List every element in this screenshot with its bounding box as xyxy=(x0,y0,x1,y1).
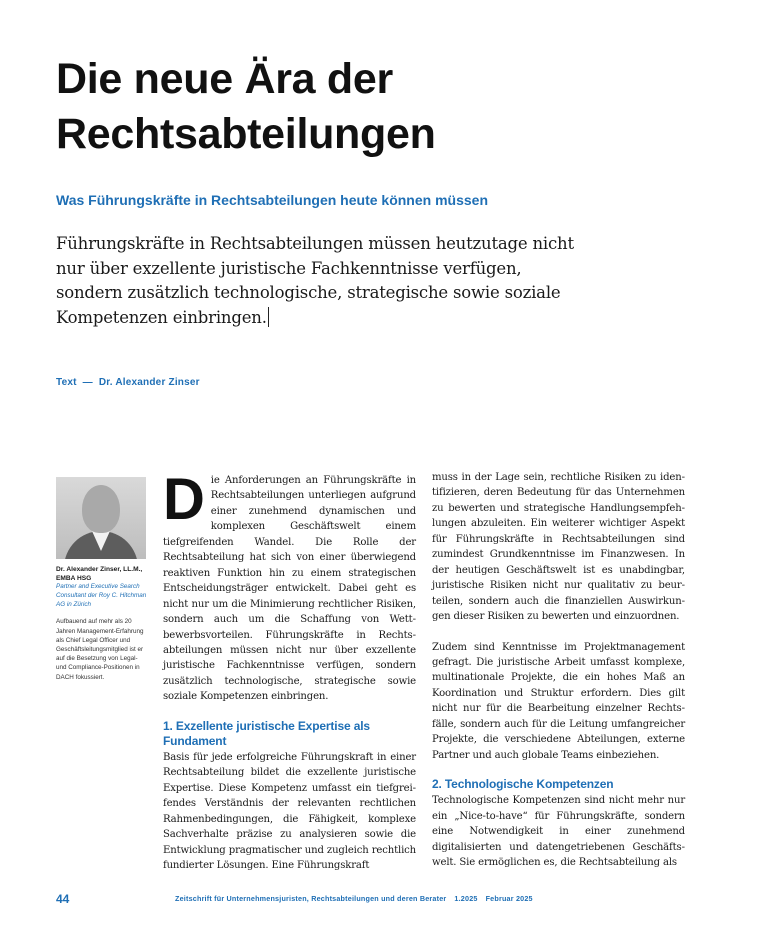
title-line-2: Rechtsabteilungen xyxy=(56,110,436,158)
paragraph: muss in der Lage sein, rechtliche Risiken zu identifizieren, deren Bedeutung für das Unternehmen zu bewerten und strategische Handlungsempfehlungen abzuleiten. Ein weiterer wichtiger Aspekt für Führungskräfte in Rechtsabteilungen sind zumindest Grundkenntnisse im Finanzwesen. In der heutigen Geschäftswelt ist es unabdingbar, juristische Risiken nicht nur qualitativ zu beurteilen, sondern auch die finanziellen Auswirkungen dieser Risiken zu bewerten und einzuordnen. xyxy=(432,472,685,623)
page-footer xyxy=(0,892,768,908)
journal-info xyxy=(175,894,533,903)
title-line-1: Die neue Ära der xyxy=(56,55,393,103)
section-heading-2: 2. Technologische Kompetenzen xyxy=(432,777,614,792)
paragraph-text: ie Anforderungen an Führungskräfte in Rechtsabteilungen unterliegen aufgrund einer zunehmend dynamischen und komplexen Geschäftswelt einem tiefgreifenden Wandel. Die Rolle der Rechtsabteilung hat sich von einer überwiegend reaktiven Funktion hin zu einem strategischen Entscheidungsträger entwickelt. Dabei geht es nicht nur um die Minimierung rechtlicher Risiken, sondern auch um die Schaffung von Wettbewerbsvorteilen. Führungskräfte in Rechtsabteilungen müssen nicht nur über exzellente juristische Fachkenntnisse verfügen, sondern zusätzlich technologische, strategische sowie soziale Kompetenzen einbringen. xyxy=(163,475,416,703)
article-subtitle: Was Führungskräfte in Rechtsabteilungen heute können müssen xyxy=(56,192,488,208)
section-heading-1: 1. Exzellente juristische Expertise als Fundament xyxy=(163,718,370,748)
paragraph xyxy=(163,467,416,705)
author-role: Partner and Executive Search Consultant der Roy C. Hitchman AG in Zürich xyxy=(56,583,147,608)
byline-dash: — xyxy=(82,377,93,388)
paragraph: Zudem sind Kenntnisse im Projektmanagement gefragt. Die juristische Arbeit umfasst komplexe, multinationale Projekte, die ein hohes Maß an Koordination und Struktur erfordern. Dies gilt nicht nur für die Bearbeitung einzelner Rechtsfälle, sondern auch für die Leitung umfangreicher Projekte, die verschiedene Abteilungen, externe Partner und auch globale Teams einbeziehen. xyxy=(432,641,685,761)
drop-cap: D xyxy=(163,467,205,532)
page-number: 44 xyxy=(56,892,70,906)
byline xyxy=(56,377,200,388)
paragraph: Basis für jede erfolgreiche Führungskraft in einer Rechtsabteilung bildet die exzellente juristische Expertise. Diese Kompetenz umfasst ein tiefgreifendes Verständnis der relevanten rechtlichen Rahmenbedingungen, die Fähigkeit, komplexe Sachverhalte präzise zu analysieren sowie die Entwicklung pragmatischer und zugleich rechtlich fundierter Lösungen. Eine Führungskraft xyxy=(163,751,416,871)
author-box xyxy=(56,477,148,682)
body-column-1 xyxy=(163,467,416,873)
lead-paragraph[interactable] xyxy=(56,232,586,330)
author-photo xyxy=(56,477,146,559)
paragraph: Technologische Kompetenzen sind nicht mehr nur ein „Nice-to-have“ für Führungskräfte, sondern eine Notwendigkeit in einer zunehmend digitalisierten und datengetriebenen Geschäftswelt. Sie ermöglichen es, die Rechtsabteilung als xyxy=(432,795,685,868)
article-title xyxy=(56,52,716,162)
byline-label: Text xyxy=(56,377,77,388)
text-cursor xyxy=(268,307,269,327)
journal-name: Zeitschrift für Unternehmensjuristen, Rechtsabteilungen und deren Berater xyxy=(175,894,447,903)
journal-issue: 1.2025 xyxy=(454,894,478,903)
author-bio: Aufbauend auf mehr als 20 Jahren Management-Erfahrung als Chief Legal Officer und Geschäftsleitungsmitglied ist er auf die Besetzung von Legal- und Compliance-Positionen in DACH fokussiert. xyxy=(56,618,144,681)
journal-date: Februar 2025 xyxy=(485,894,533,903)
lead-text: Führungskräfte in Rechtsabteilungen müssen heutzutage nicht nur über exzellente juristische Fachkenntnisse verfügen, sondern zusätzlich technologische, strategische sowie soziale Kompetenzen einbringen. xyxy=(56,234,574,327)
body-column-2 xyxy=(432,470,685,870)
byline-author: Dr. Alexander Zinser xyxy=(98,377,200,388)
author-name: Dr. Alexander Zinser, LL.M., EMBA HSG xyxy=(56,566,143,582)
